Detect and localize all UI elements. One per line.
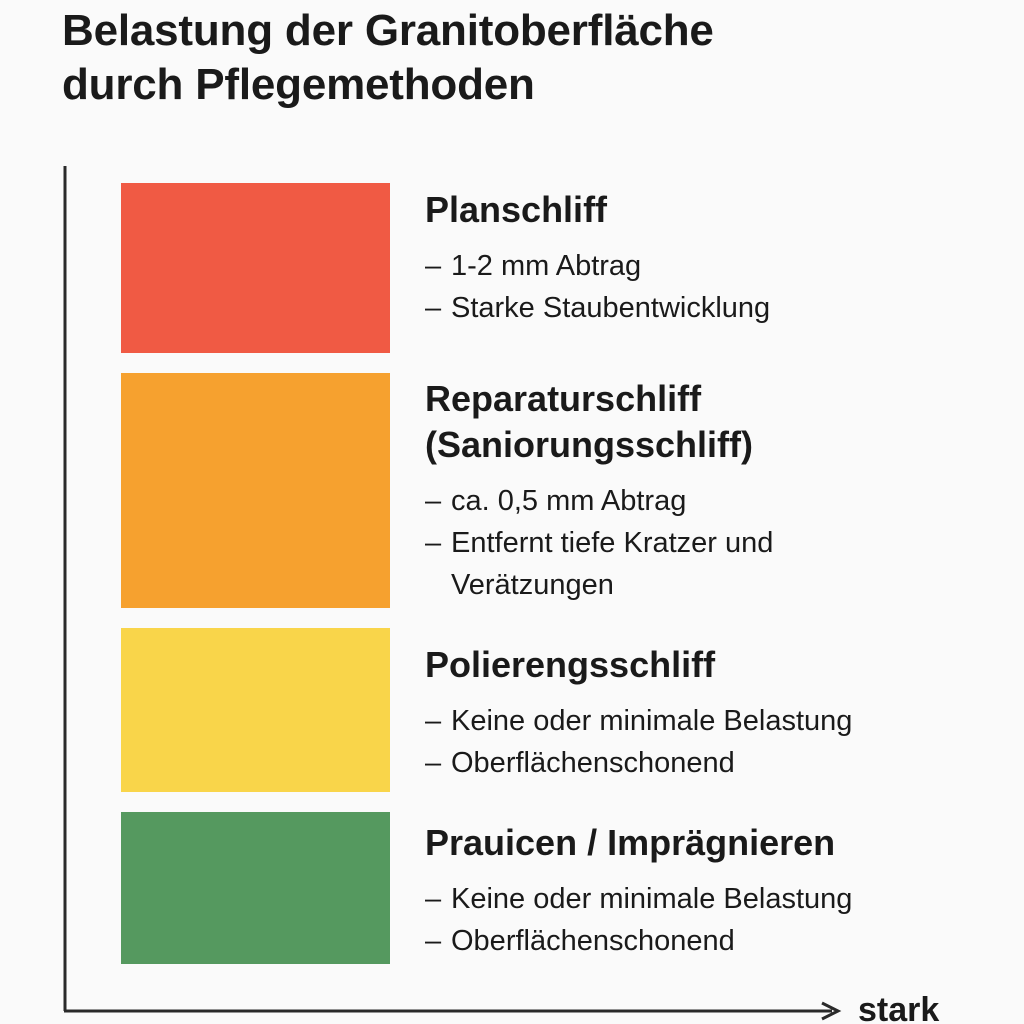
method-title-line: Reparaturschliff	[425, 378, 702, 419]
method-title-line: (Saniorungsschliff)	[425, 424, 754, 465]
title-line-2: durch Pflegemethoden	[62, 60, 535, 109]
method-impraegnieren	[425, 820, 1005, 962]
swatch-impraegnieren	[121, 812, 390, 964]
swatch-planschliff	[121, 183, 390, 353]
method-bullet: – Entfernt tiefe Kratzer und Verätzungen	[425, 522, 891, 606]
swatch-reparaturschliff	[121, 373, 390, 608]
x-axis-label: stark	[858, 991, 940, 1024]
method-bullet: – Keine oder minimale Belastung	[425, 878, 1005, 920]
method-reparaturschliff	[425, 376, 1005, 606]
method-title	[425, 187, 1005, 233]
method-bullet: – Starke Staubentwicklung	[425, 287, 1005, 329]
method-bullet: – Oberflächenschonend	[425, 920, 1005, 962]
method-title-line: Prauicen / Imprägnieren	[425, 822, 836, 863]
method-bullet: – Keine oder minimale Belastung	[425, 700, 1005, 742]
method-title	[425, 376, 1005, 468]
method-polierschliff	[425, 642, 1005, 784]
method-title	[425, 820, 1005, 866]
method-bullet: – Oberflächenschonend	[425, 742, 1005, 784]
method-planschliff	[425, 187, 1005, 329]
method-title-line: Planschliff	[425, 189, 608, 230]
swatch-polierschliff	[121, 628, 390, 792]
method-bullet: – ca. 0,5 mm Abtrag	[425, 480, 1005, 522]
method-title	[425, 642, 1005, 688]
method-title-line: Polierengsschliff	[425, 644, 716, 685]
method-bullet: – 1-2 mm Abtrag	[425, 245, 1005, 287]
title-line-1: Belastung der Granitoberfläche	[62, 6, 714, 55]
